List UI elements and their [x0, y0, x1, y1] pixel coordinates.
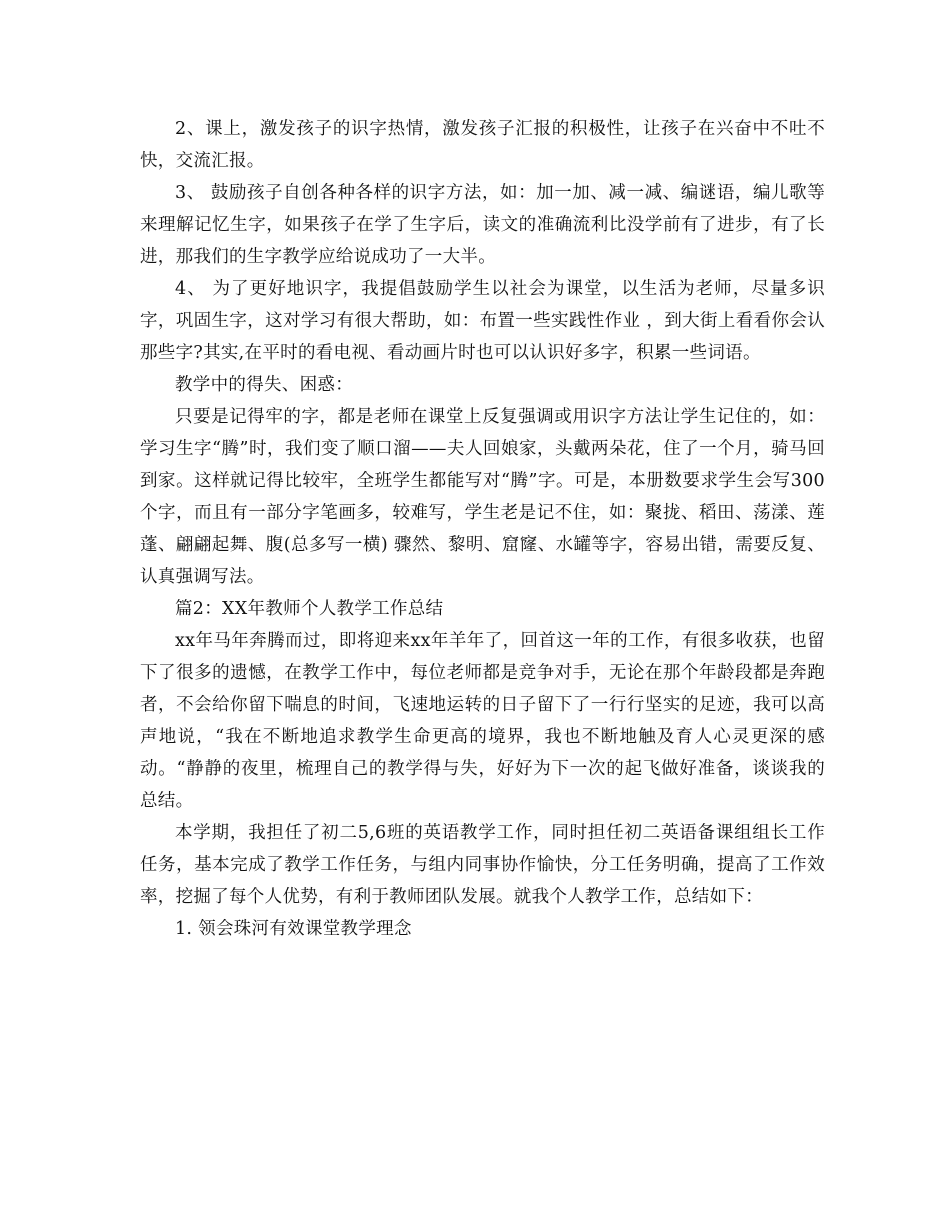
paragraph-item-4: 4、 为了更好地识字，我提倡鼓励学生以社会为课堂，以生活为老师，尽量多识字，巩固生字，这对学习有很大帮助，如：布置一些实践性作业 ，到大街上看看你会认那些字?其实,在平时的看电视、看动画片时也可以认识好多字，积累一些词语。: [140, 279, 825, 363]
paragraph-semester: 本学期，我担任了初二5,6班的英语教学工作，同时担任初二英语备课组组长工作任务，基本完成了教学工作任务，与组内同事协作愉快，分工任务明确，提高了工作效率，挖掘了每个人优势，有利于教师团队发展。就我个人教学工作，总结如下：: [140, 823, 825, 907]
document-body: [140, 113, 825, 945]
paragraph-year-review: xx年马年奔腾而过，即将迎来xx年羊年了，回首这一年的工作，有很多收获，也留下了很多的遗憾，在教学工作中，每位老师都是竞争对手，无论在那个年龄段都是奔跑者，不会给你留下喘息的时间，飞速地运转的日子留下了一行行坚实的足迹，我可以高声地说，“我在不断地追求教学生命更高的境界，我也不断地触及育人心灵更深的感动。“静静的夜里，梳理自己的教学得与失，好好为下一次的起飞做好准备，谈谈我的总结。: [140, 631, 825, 811]
list-heading-1: 1. 领会珠河有效课堂教学理念: [175, 919, 412, 939]
paragraph-item-3: 3、 鼓励孩子自创各种各样的识字方法，如：加一加、减一减、编谜语，编儿歌等来理解记忆生字，如果孩子在学了生字后，读文的准确流利比没学前有了进步，有了长进，那我们的生字教学应给说成功了一大半。: [140, 183, 825, 267]
paragraph-gains-losses: 只要是记得牢的字，都是老师在课堂上反复强调或用识字方法让学生记住的，如：学习生字“腾”时，我们变了顺口溜——夫人回娘家，头戴两朵花，住了一个月，骑马回到家。这样就记得比较牢，全班学生都能写对“腾”字。可是，本册数要求学生会写300个字，而且有一部分字笔画多，较难写，学生老是记不住，如：聚拢、稻田、荡漾、莲蓬、翩翩起舞、腹(总多写一横) 骤然、黎明、窟窿、水罐等字，容易出错，需要反复、认真强调写法。: [140, 407, 825, 587]
paragraph-item-2: 2、课上，激发孩子的识字热情，激发孩子汇报的积极性，让孩子在兴奋中不吐不快，交流汇报。: [140, 119, 825, 171]
section-heading-gains-losses: 教学中的得失、困惑：: [175, 375, 353, 395]
article-title-part-2: 篇2：XX年教师个人教学工作总结: [175, 599, 444, 619]
